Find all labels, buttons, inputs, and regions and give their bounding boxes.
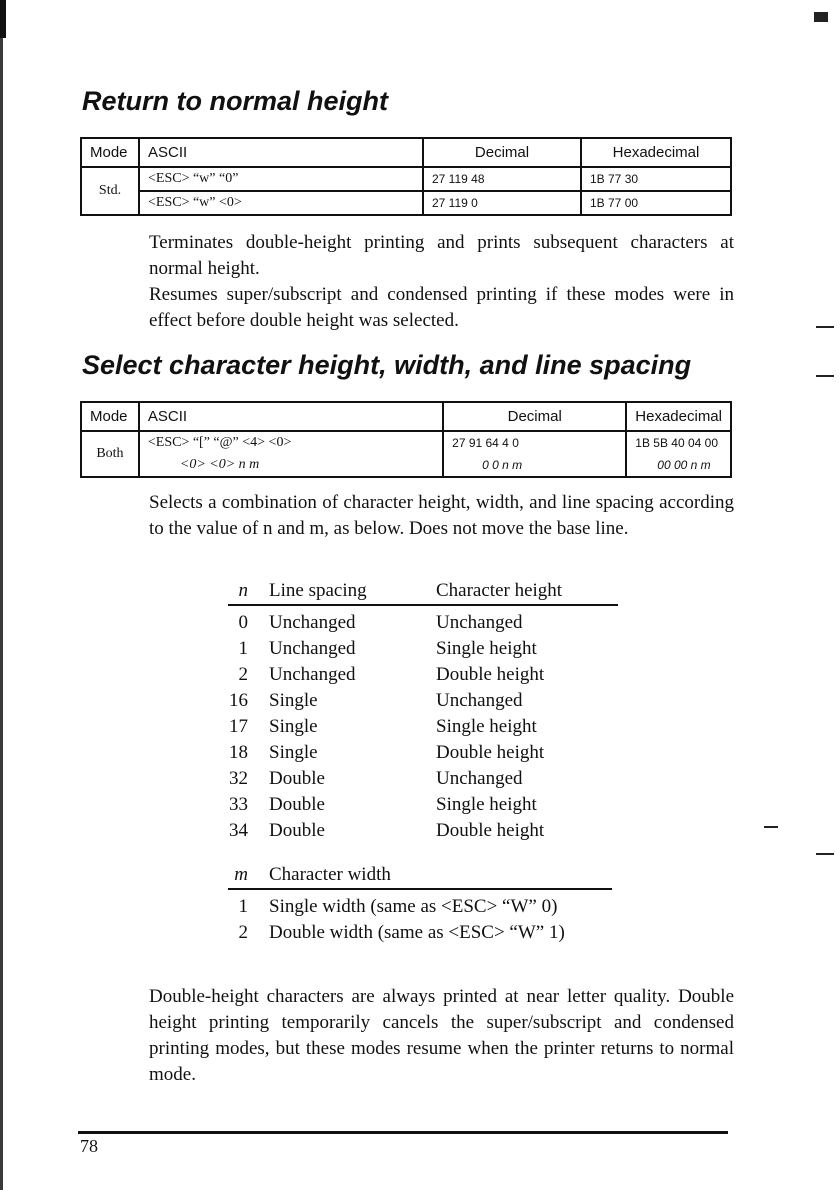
header-hexadecimal: Hexadecimal xyxy=(581,138,731,167)
description-paragraph: Selects a combination of character height, width, and line spacing according to the value of n and m, as below. Does not move the base line. xyxy=(149,492,734,539)
binding-edge xyxy=(0,0,3,1190)
hex-cell: 00 00 n m xyxy=(626,454,731,477)
decimal-cell: 27 91 64 4 0 xyxy=(443,431,626,454)
character-height-value: Unchanged xyxy=(436,768,523,789)
m-column-header: m xyxy=(234,864,248,885)
ascii-cell: <ESC> “[” “@” <4> <0> xyxy=(139,431,443,454)
decimal-cell: 27 119 0 xyxy=(423,191,581,215)
n-values-table xyxy=(228,578,618,844)
n-table-row xyxy=(228,818,618,844)
description-paragraph: Resumes super/subscript and condensed printing if these modes were in effect before double height was selected. xyxy=(149,284,734,331)
character-height-column-header: Character height xyxy=(436,580,563,601)
table-rule xyxy=(228,888,612,890)
m-table-row xyxy=(228,894,618,920)
header-ascii: ASCII xyxy=(139,138,423,167)
section-title-select-height: Select character height, width, and line spacing xyxy=(82,350,692,380)
character-width-value: Double width (same as <ESC> “W” 1) xyxy=(269,922,565,943)
character-height-value: Unchanged xyxy=(436,690,523,711)
n-table-row xyxy=(228,662,618,688)
mode-cell: Both xyxy=(81,431,139,477)
page-number: 78 xyxy=(80,1136,98,1156)
n-table-row xyxy=(228,714,618,740)
line-spacing-value: Double xyxy=(269,768,325,789)
character-height-value: Single height xyxy=(436,638,537,659)
n-table-header xyxy=(228,578,618,604)
line-spacing-value: Single xyxy=(269,690,318,711)
scan-edge-mark xyxy=(816,326,834,328)
scan-edge-mark xyxy=(816,853,834,855)
ascii-cell: <ESC> “w” “0” xyxy=(139,167,423,191)
scan-corner-mark xyxy=(814,12,828,22)
n-value: 33 xyxy=(229,794,248,815)
n-value: 34 xyxy=(229,820,248,841)
n-value: 16 xyxy=(229,690,248,711)
n-table-rows xyxy=(228,610,618,844)
binding-edge-mark xyxy=(0,0,6,38)
header-hexadecimal: Hexadecimal xyxy=(626,402,731,431)
header-mode: Mode xyxy=(81,402,139,431)
line-spacing-column-header: Line spacing xyxy=(269,580,367,601)
n-column-header: n xyxy=(238,580,248,601)
m-values-table xyxy=(228,862,618,946)
n-table-row xyxy=(228,636,618,662)
n-value: 18 xyxy=(229,742,248,763)
n-value: 0 xyxy=(238,612,248,633)
line-spacing-value: Unchanged xyxy=(269,638,356,659)
line-spacing-value: Double xyxy=(269,794,325,815)
n-value: 1 xyxy=(238,638,248,659)
hex-cell: 1B 77 30 xyxy=(581,167,731,191)
line-spacing-value: Single xyxy=(269,742,318,763)
n-value: 17 xyxy=(229,716,248,737)
character-height-value: Single height xyxy=(436,716,537,737)
header-decimal: Decimal xyxy=(443,402,626,431)
n-table-row xyxy=(228,740,618,766)
table-rule xyxy=(228,604,618,606)
character-width-value: Single width (same as <ESC> “W” 0) xyxy=(269,896,558,917)
m-table-row xyxy=(228,920,618,946)
hex-cell: 1B 77 00 xyxy=(581,191,731,215)
character-height-value: Double height xyxy=(436,742,545,763)
section-title-normal-height: Return to normal height xyxy=(82,86,388,116)
character-height-value: Single height xyxy=(436,794,537,815)
footer-rule xyxy=(78,1131,728,1134)
n-table-row xyxy=(228,766,618,792)
command-table-select-height xyxy=(80,401,732,478)
scan-edge-mark xyxy=(764,826,778,828)
decimal-cell: 0 0 n m xyxy=(443,454,626,477)
character-height-value: Double height xyxy=(436,820,545,841)
closing-paragraph: Double-height characters are always printed at near letter quality. Double height printing temporarily cancels the super/subscript and condensed printing modes, but these modes resume when the printer returns to normal mode. xyxy=(149,986,734,1085)
n-table-row xyxy=(228,792,618,818)
hex-cell: 1B 5B 40 04 00 xyxy=(626,431,731,454)
line-spacing-value: Unchanged xyxy=(269,664,356,685)
header-ascii: ASCII xyxy=(139,402,443,431)
m-table-header xyxy=(228,862,618,888)
m-value: 1 xyxy=(238,896,248,917)
line-spacing-value: Single xyxy=(269,716,318,737)
n-value: 32 xyxy=(229,768,248,789)
header-mode: Mode xyxy=(81,138,139,167)
n-table-row xyxy=(228,610,618,636)
character-height-value: Unchanged xyxy=(436,612,523,633)
n-table-row xyxy=(228,688,618,714)
n-value: 2 xyxy=(238,664,248,685)
scan-edge-mark xyxy=(816,375,834,377)
m-table-rows xyxy=(228,894,618,946)
mode-cell: Std. xyxy=(81,167,139,215)
m-value: 2 xyxy=(238,922,248,943)
character-height-value: Double height xyxy=(436,664,545,685)
description-paragraph: Terminates double-height printing and prints subsequent characters at normal height. xyxy=(149,232,734,279)
line-spacing-value: Unchanged xyxy=(269,612,356,633)
header-decimal: Decimal xyxy=(423,138,581,167)
ascii-cell: <ESC> “w” <0> xyxy=(139,191,423,215)
decimal-cell: 27 119 48 xyxy=(423,167,581,191)
ascii-cell: <0> <0> n m xyxy=(139,454,443,477)
line-spacing-value: Double xyxy=(269,820,325,841)
character-width-column-header: Character width xyxy=(269,864,391,885)
command-table-normal-height xyxy=(80,137,732,216)
